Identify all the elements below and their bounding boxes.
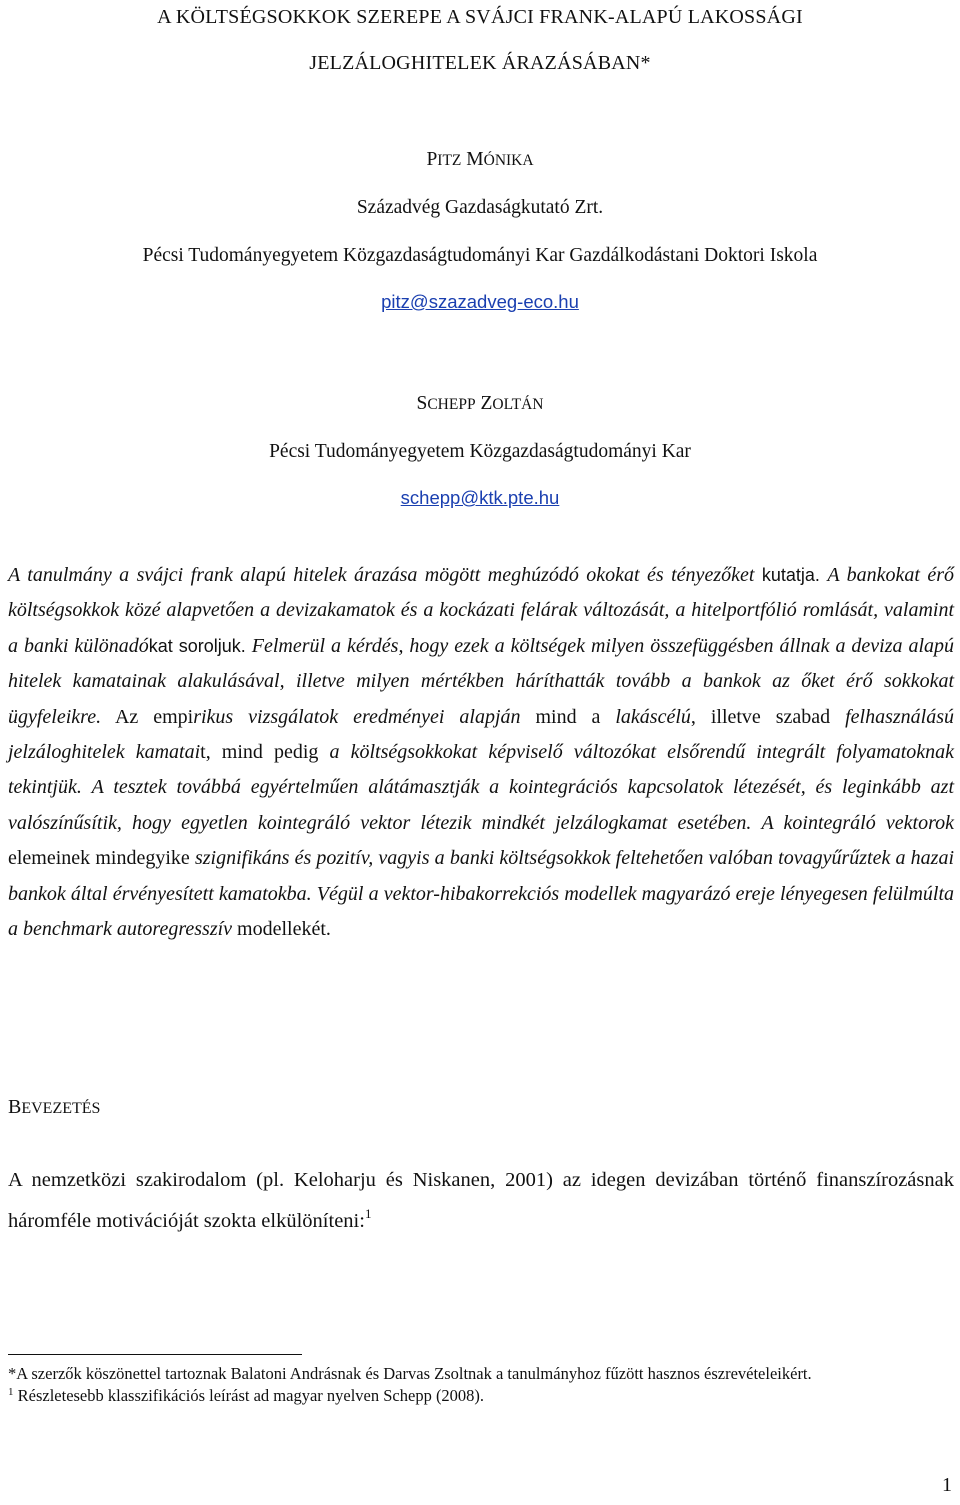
author-2-email-line [0,486,960,511]
abstract-paragraph: A tanulmány a svájci frank alapú hitelek árazása mögött meghúzódó okokat és tényezőket kutatja. A bankokat érő költségsokkok közé alapvetően a devizakamatok és a kockázati felárak változását, a hitelportfólió romlását, valamint a banki különadókat soroljuk. Felmerül a kérdés, hogy ezek a költségek milyen összefüggésben állnak a deviza alapú hitelek kamatainak alakulásával, illetve milyen mértékben háríthatták tovább a bankok az őket érő sokkokat ügyfeleikre. Az empirikus vizsgálatok eredményei alapján mind a lakáscélú, illetve szabad felhasználású jelzáloghitelek kamatait, mind pedig a költségsokkokat képviselő változókat elsőrendű integrált folyamatoknak tekintjük. A tesztek továbbá egyértelműen alátámasztják a kointegrációs kapcsolatok létezését, és leginkább azt valószínűsítik, hogy egyetlen kointegráló vektor létezik mindkét jelzálogkamat esetében. A kointegráló vektorok elemeinek mindegyike szignifikáns és pozitív, vagyis a banki költségsokkok feltehetően valóban tovagyűrűztek a hazai bankok által érvényesített kamatokba. Végül a vektor-hibakorrekciós modellek magyarázó ereje lényegesen felülmúlta a benchmark autoregresszív modellekét. [8,564,955,941]
footnote-1: $^1$ Részletesebb klasszifikációs leírást ad magyar nyelven Schepp (2008). [8,1386,485,1405]
footnote-acknowledgement: *A szerzők köszönettel tartoznak Balatoni Andrásnak és Darvas Zsoltnak a tanulmányhoz fűzött hasznos észrevételeikért. [8,1364,812,1383]
author-2-name: SCHEPP ZOLTÁN [416,393,544,414]
footnote-marker-1[interactable]: 1 [364,1206,372,1221]
author-1-name: PITZ MÓNIKA [426,149,534,170]
footnotes-block [8,1364,908,1408]
section-heading-introduction: BEVEZETÉS [8,1096,101,1118]
paper-title-line-1: A KÖLTSÉGSOKKOK SZEREPE A SVÁJCI FRANK-ALAPÚ LAKOSSÁGI [157,6,803,28]
author-2-affiliation: Pécsi Tudományegyetem Közgazdaságtudományi Kar [269,441,691,462]
author-2-email-link[interactable]: schepp@ktk.pte.hu [400,487,560,508]
page-number: 1 [942,1474,952,1496]
author-1-affiliation-2: Pécsi Tudományegyetem Közgazdaságtudományi Kar Gazdálkodástani Doktori Iskola [142,245,818,266]
footnote-divider [8,1354,302,1355]
author-1-email-line [0,290,960,315]
paper-title-line-2: JELZÁLOGHITELEK ÁRAZÁSÁBAN* [309,52,651,74]
introduction-paragraph: A nemzetközi szakirodalom (pl. Keloharju és Niskanen, 2001) az idegen devizában történő finanszírozásnak háromféle motivációját szokta elkülöníteni:$^1$ [8,1169,954,1232]
author-1-affiliation-1: Századvég Gazdaságkutató Zrt. [356,197,604,218]
author-1-email-link[interactable]: pitz@szazadveg-eco.hu [381,291,579,312]
